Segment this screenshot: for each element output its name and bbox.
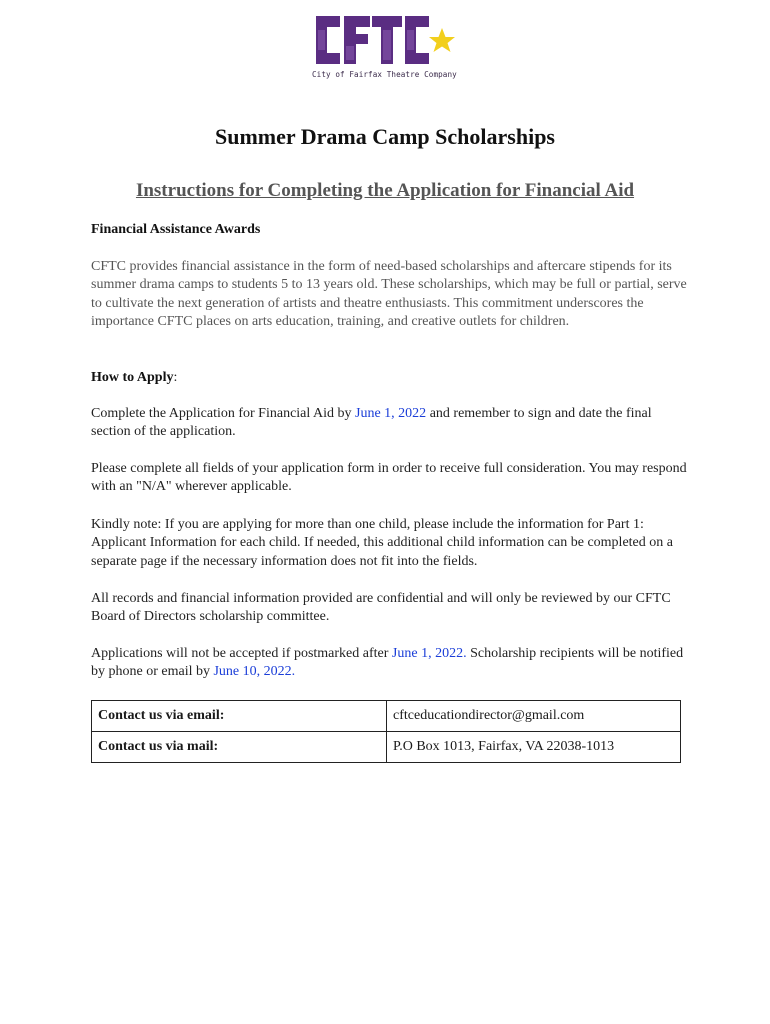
page-title: Summer Drama Camp Scholarships bbox=[214, 124, 555, 149]
section-heading: Financial Assistance Awards bbox=[91, 222, 261, 237]
complete-application-paragraph bbox=[91, 405, 691, 442]
deadline-text-before: Applications will not be accepted if postmarked after bbox=[91, 646, 392, 661]
logo-tagline: City of Fairfax Theatre Company bbox=[312, 70, 457, 79]
multiple-children-note: Kindly note: If you are applying for more than one child, please include the information for Part 1: Applicant Information for each child. If needed, this additional child information can be completed on a separate page if the necessary information does not fit into the fields. bbox=[91, 517, 673, 569]
page-subtitle: Instructions for Completing the Application for Financial Aid bbox=[135, 180, 635, 201]
logo-star-icon bbox=[429, 28, 455, 52]
cftc-logo-mark bbox=[312, 8, 460, 70]
postmark-date: June 1, 2022. bbox=[391, 646, 467, 661]
how-to-apply-heading bbox=[91, 369, 691, 387]
contact-table bbox=[91, 700, 681, 763]
how-to-apply-label: How to Apply bbox=[91, 370, 174, 385]
deadline-paragraph bbox=[91, 645, 691, 682]
complete-text-after: and remember to sign and date the final section of the application. bbox=[91, 406, 652, 440]
how-to-apply-colon: : bbox=[173, 370, 178, 385]
deadline-text-middle: Scholarship recipients will be notified by phone or email by bbox=[91, 646, 684, 680]
complete-text-before: Complete the Application for Financial Aid by bbox=[91, 406, 356, 421]
contact-row-email bbox=[92, 701, 681, 732]
deadline-date: June 1, 2022 bbox=[355, 406, 427, 421]
intro-paragraph: CFTC provides financial assistance in the form of need-based scholarships and aftercare stipends for its summer drama camps to students 5 to 13 years old. These scholarships, which may be full or partial, serve to cultivate the next generation of artists and theatre enthusiasts. This commitment underscores the importance CFTC places on arts education, training, and creative outlets for children. bbox=[91, 259, 687, 330]
cftc-logo bbox=[312, 8, 460, 84]
contact-mail-label: Contact us via mail: bbox=[92, 732, 387, 763]
contact-row-mail bbox=[92, 732, 681, 763]
confidentiality-paragraph: All records and financial information provided are confidential and will only be reviewed by our CFTC Board of Directors scholarship committee. bbox=[91, 591, 671, 625]
complete-fields-paragraph: Please complete all fields of your application form in order to receive full consideration. You may respond with an "N/A" wherever applicable. bbox=[91, 461, 687, 495]
notification-date: June 10, 2022. bbox=[213, 664, 296, 680]
contact-email-value[interactable]: cftceducationdirector@gmail.com bbox=[387, 701, 681, 732]
contact-email-label: Contact us via email: bbox=[92, 701, 387, 732]
contact-mail-value: P.O Box 1013, Fairfax, VA 22038-1013 bbox=[387, 732, 681, 763]
